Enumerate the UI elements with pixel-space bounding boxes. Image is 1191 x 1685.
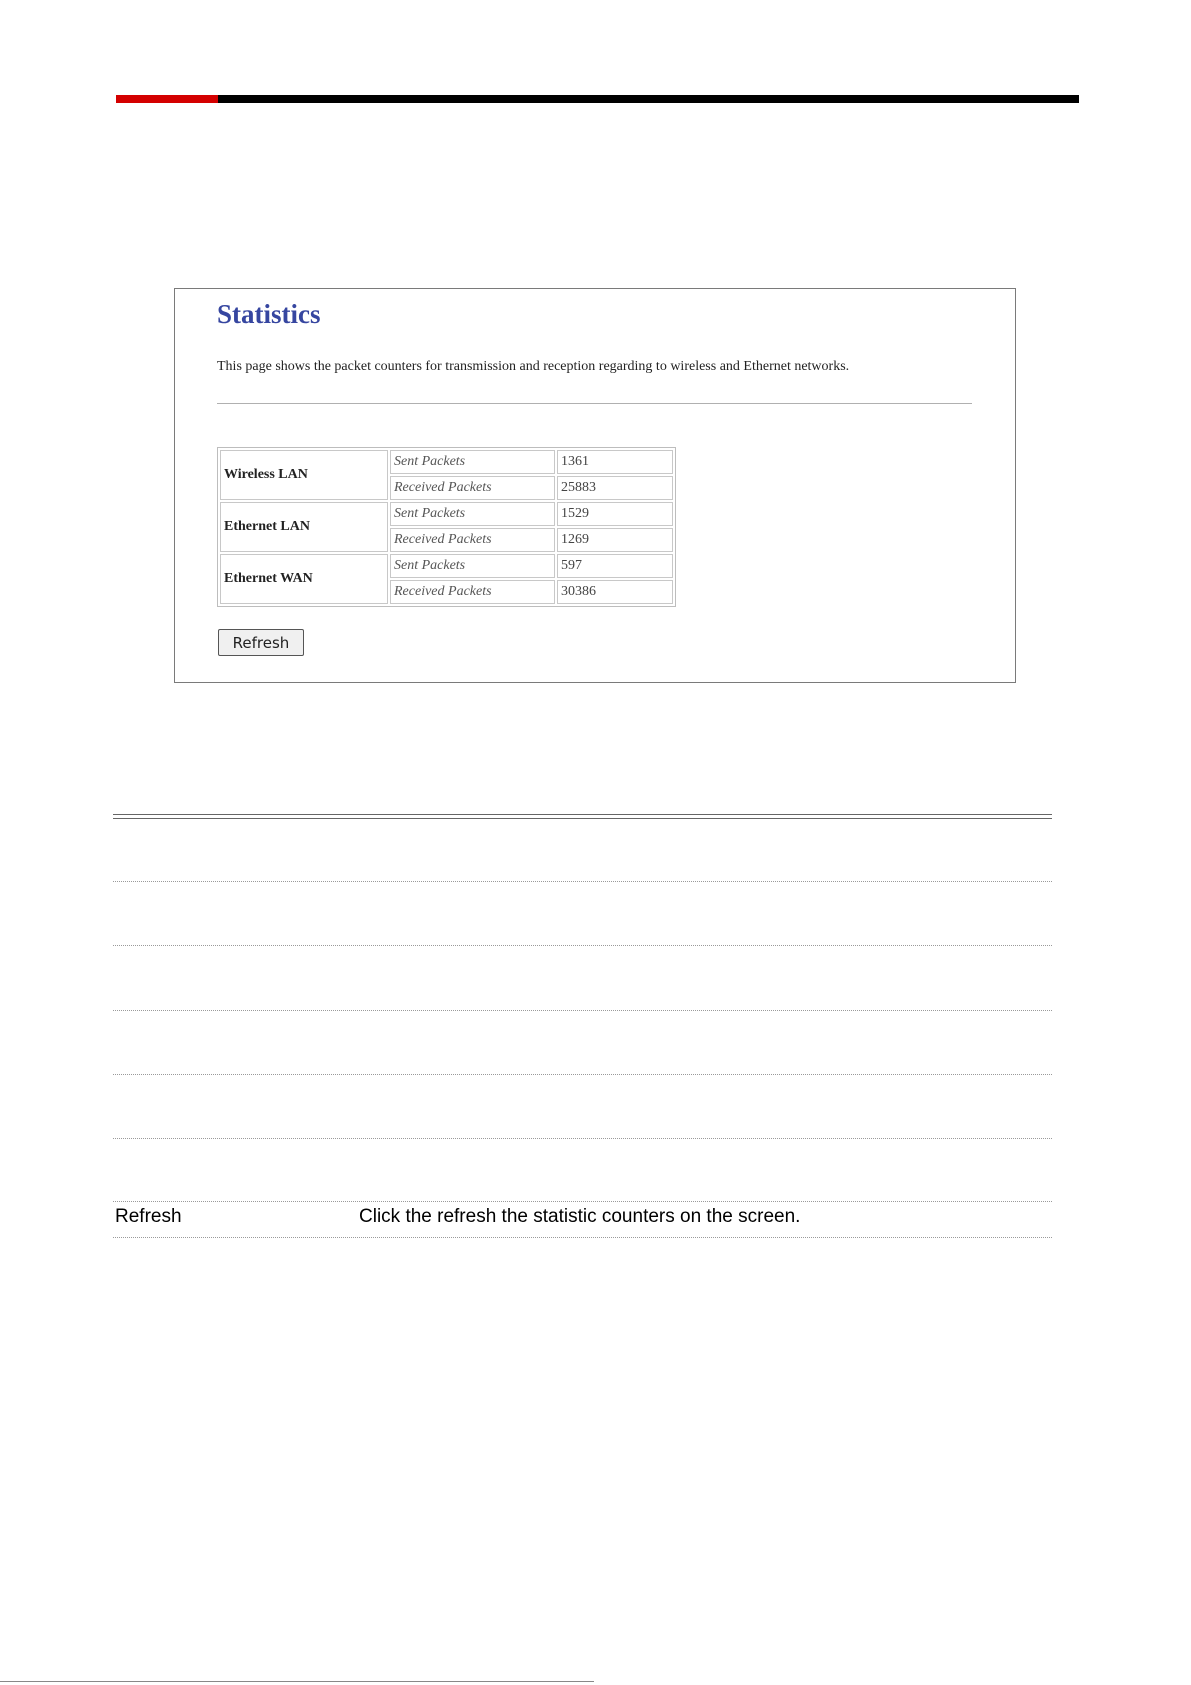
metric-label: Sent Packets bbox=[390, 450, 555, 474]
metric-value: 597 bbox=[557, 554, 673, 578]
row-divider bbox=[113, 1074, 1052, 1075]
row-divider bbox=[113, 1138, 1052, 1139]
table-top-rule-inner bbox=[113, 818, 1052, 819]
group-label-ethernet-wan: Ethernet WAN bbox=[220, 554, 388, 604]
metric-label: Received Packets bbox=[390, 528, 555, 552]
group-label-wireless-lan: Wireless LAN bbox=[220, 450, 388, 500]
row-divider bbox=[113, 1201, 1052, 1202]
metric-label: Received Packets bbox=[390, 580, 555, 604]
footer-rule bbox=[0, 1681, 594, 1682]
divider bbox=[217, 403, 972, 404]
parameter-name: Refresh bbox=[115, 1206, 182, 1227]
refresh-button[interactable]: Refresh bbox=[218, 629, 304, 656]
parameter-description: Click the refresh the statistic counters on the screen. bbox=[359, 1206, 801, 1227]
metric-value: 1529 bbox=[557, 502, 673, 526]
table-top-rule bbox=[113, 814, 1052, 815]
metric-value: 30386 bbox=[557, 580, 673, 604]
group-label-ethernet-lan: Ethernet LAN bbox=[220, 502, 388, 552]
statistics-screenshot bbox=[174, 288, 1016, 683]
parameter-row-refresh bbox=[113, 1206, 1052, 1236]
statistics-table bbox=[217, 447, 676, 607]
row-divider bbox=[113, 945, 1052, 946]
header-accent bbox=[116, 95, 218, 103]
metric-label: Received Packets bbox=[390, 476, 555, 500]
page-description: This page shows the packet counters for transmission and reception regarding to wireless and Ethernet networks. bbox=[217, 359, 850, 374]
table-row bbox=[220, 554, 673, 578]
metric-value: 25883 bbox=[557, 476, 673, 500]
row-divider bbox=[113, 1010, 1052, 1011]
page-title: Statistics bbox=[217, 299, 321, 329]
header-bar bbox=[116, 95, 1079, 103]
table-row bbox=[220, 450, 673, 474]
metric-value: 1361 bbox=[557, 450, 673, 474]
metric-label: Sent Packets bbox=[390, 554, 555, 578]
table-row bbox=[220, 502, 673, 526]
metric-value: 1269 bbox=[557, 528, 673, 552]
metric-label: Sent Packets bbox=[390, 502, 555, 526]
row-divider bbox=[113, 881, 1052, 882]
row-divider bbox=[113, 1237, 1052, 1238]
